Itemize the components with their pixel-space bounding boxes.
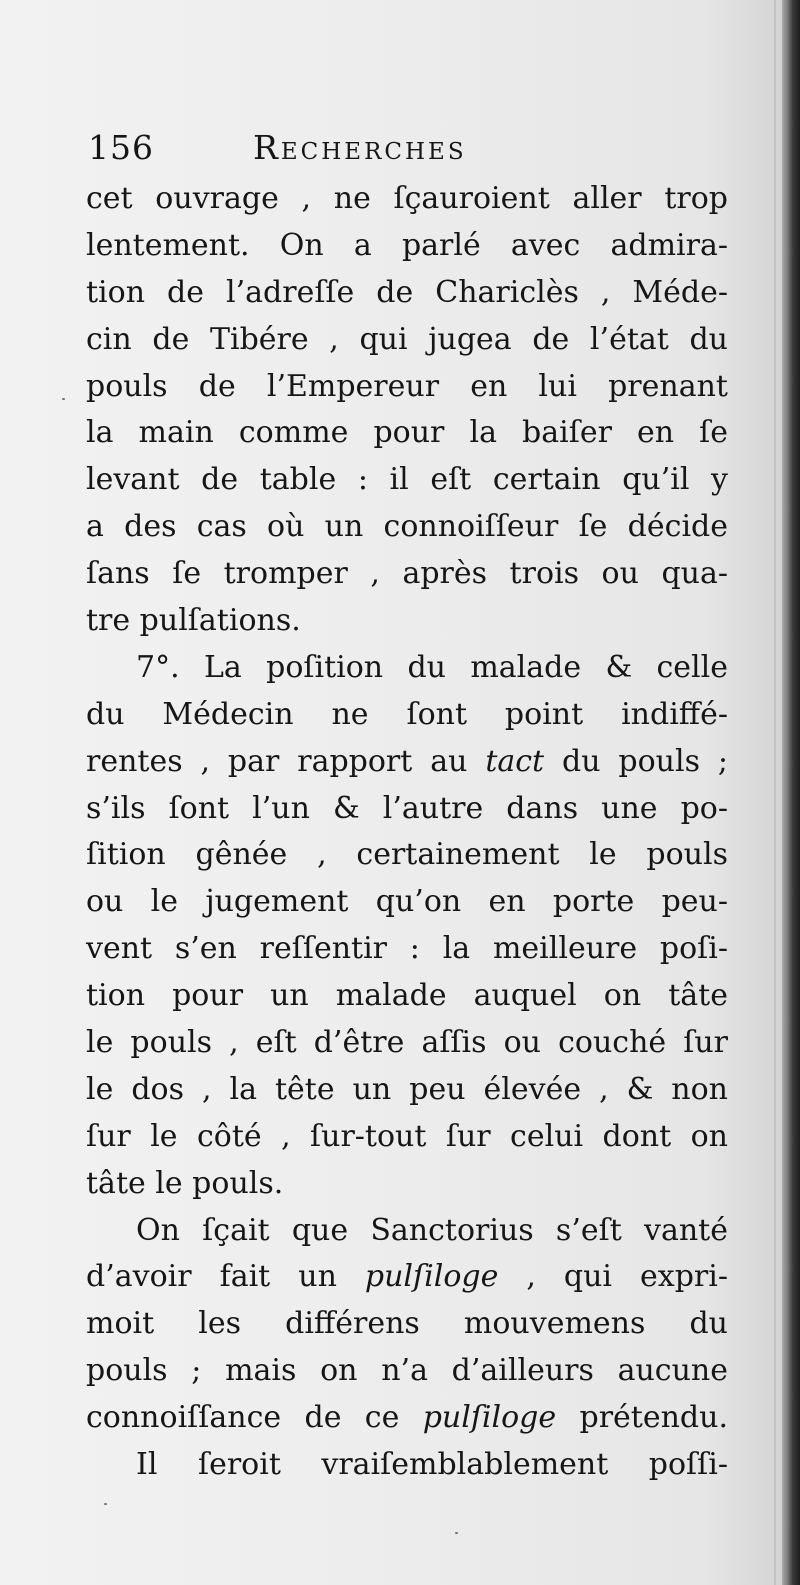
text-line-paragraph-end: tre pulſations. [86, 603, 301, 639]
text-run: d’avoir fait un [86, 1259, 365, 1295]
text-run: prétendu. [556, 1400, 728, 1436]
body-text [86, 176, 728, 1489]
italic-term: tact [485, 743, 545, 779]
text-line-paragraph-end: tâte le pouls. [86, 1165, 284, 1201]
italic-term: pulſiloge [422, 1400, 557, 1436]
text-line [86, 1395, 728, 1442]
text-line: la main comme pour la baiſer en ſe [86, 415, 728, 451]
page-fold-line [774, 0, 776, 1585]
text-line: le pouls , eſt d’être aſſis ou couché ſur [86, 1025, 728, 1061]
text-line: tion pour un malade auquel on tâte [86, 978, 728, 1014]
text-line: levant de table : il eſt certain qu’il y [86, 462, 728, 498]
text-line: du Médecin ne ſont point indiffé- [86, 696, 728, 732]
text-run: connoiſſance de ce [86, 1400, 423, 1436]
text-line: ſition gênée , certainement le pouls [86, 837, 728, 873]
paper-speck [62, 398, 65, 400]
text-line: moit les différens mouvemens du [86, 1306, 728, 1342]
text-line: s’ils ſont l’un & l’autre dans une po- [86, 790, 728, 826]
text-line: ou le jugement qu’on en porte peu- [86, 884, 728, 920]
text-line [86, 1254, 728, 1301]
text-line: tion de l’adreſſe de Chariclès , Méde- [86, 274, 728, 310]
text-line-paragraph-start: 7°. La poſition du malade & celle [136, 649, 728, 685]
page-header [88, 128, 728, 176]
text-line-paragraph-start: On ſçait que Sanctorius s’eſt vanté [136, 1212, 728, 1248]
paper-speck [455, 1532, 458, 1534]
text-line: pouls ; mais on n’a d’ailleurs aucune [86, 1353, 728, 1389]
page-number: 156 [88, 128, 154, 167]
book-gutter-shadow [782, 0, 800, 1585]
text-line: vent s’en reſſentir : la meilleure poſi- [86, 931, 728, 967]
text-run: du pouls ; [544, 743, 728, 779]
paper-speck [104, 1503, 107, 1505]
text-run: rentes , par rapport au [86, 743, 486, 779]
text-line: ſur le côté , ſur-tout ſur celui dont on [86, 1118, 728, 1154]
text-line: a des cas où un connoiſſeur ſe décide [86, 509, 728, 545]
text-run: , qui expri- [498, 1259, 728, 1295]
text-line: ſans ſe tromper , après trois ou qua- [86, 556, 728, 592]
text-line: pouls de l’Empereur en lui prenant [86, 368, 728, 404]
text-line [86, 739, 728, 786]
italic-term: pulſiloge [364, 1259, 499, 1295]
text-line: le dos , la tête un peu élevée , & non [86, 1071, 728, 1107]
text-line-paragraph-start: Il ſeroit vraiſemblablement poſſi- [136, 1447, 728, 1483]
text-line: cin de Tibére , qui jugea de l’état du [86, 321, 728, 357]
text-line: cet ouvrage , ne ſçauroient aller trop [86, 181, 728, 216]
running-head: Recherches [253, 128, 467, 167]
text-line: lentement. On a parlé avec admira- [86, 227, 728, 263]
